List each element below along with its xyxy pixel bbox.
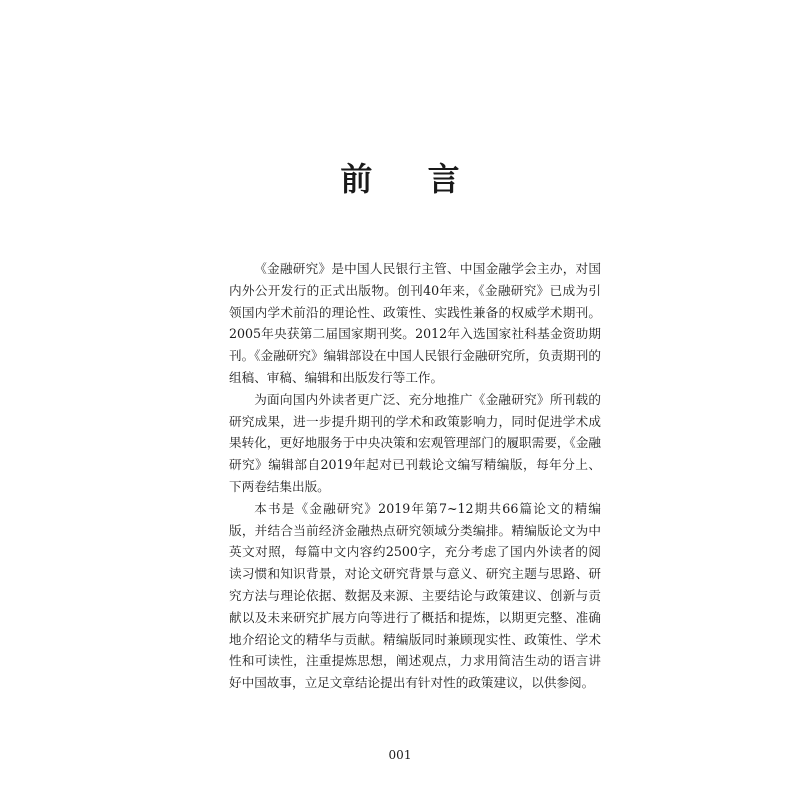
paragraph: 《金融研究》是中国人民银行主管、中国金融学会主办，对国内外公开发行的正式出版物。创刊40年来，《金融研究》已成为引领国内学术前沿的理论性、政策性、实践性兼备的权威学术期刊。2005年央获第二届国家期刊奖。2012年入选国家社科基金资助期刊。《金融研究》编辑部设在中国人民银行金融研究所，负责期刊的组稿、审稿、编辑和出版发行等工作。 — [229, 261, 601, 385]
page-number: 001 — [388, 748, 412, 762]
body-text — [229, 258, 601, 694]
paragraph: 本书是《金融研究》2019年第7~12期共66篇论文的精编版，并结合当前经济金融热点研究领域分类编排。精编版论文为中英文对照，每篇中文内容约2500字，充分考虑了国内外读者的阅读习惯和知识背景，对论文研究背景与意义、研究主题与思路、研究方法与理论依据、数据及来源、主要结论与政策建议、创新与贡献以及未来研究扩展方向等进行了概括和提炼，以期更完整、准确地介绍论文的精华与贡献。精编版同时兼顾现实性、政策性、学术性和可读性，注重提炼思想，阐述观点，力求用简洁生动的语言讲好中国故事，立足文章结论提出有针对性的政策建议，以供参阅。 — [229, 500, 601, 691]
page-title: 前 言 — [340, 160, 482, 198]
paragraph: 为面向国内外读者更广泛、充分地推广《金融研究》所刊载的研究成果，进一步提升期刊的学术和政策影响力，同时促进学术成果转化，更好地服务于中央决策和宏观管理部门的履职需要，《金融研究》编辑部自2019年起对已刊载论文编写精编版，每年分上、下两卷结集出版。 — [229, 391, 601, 494]
